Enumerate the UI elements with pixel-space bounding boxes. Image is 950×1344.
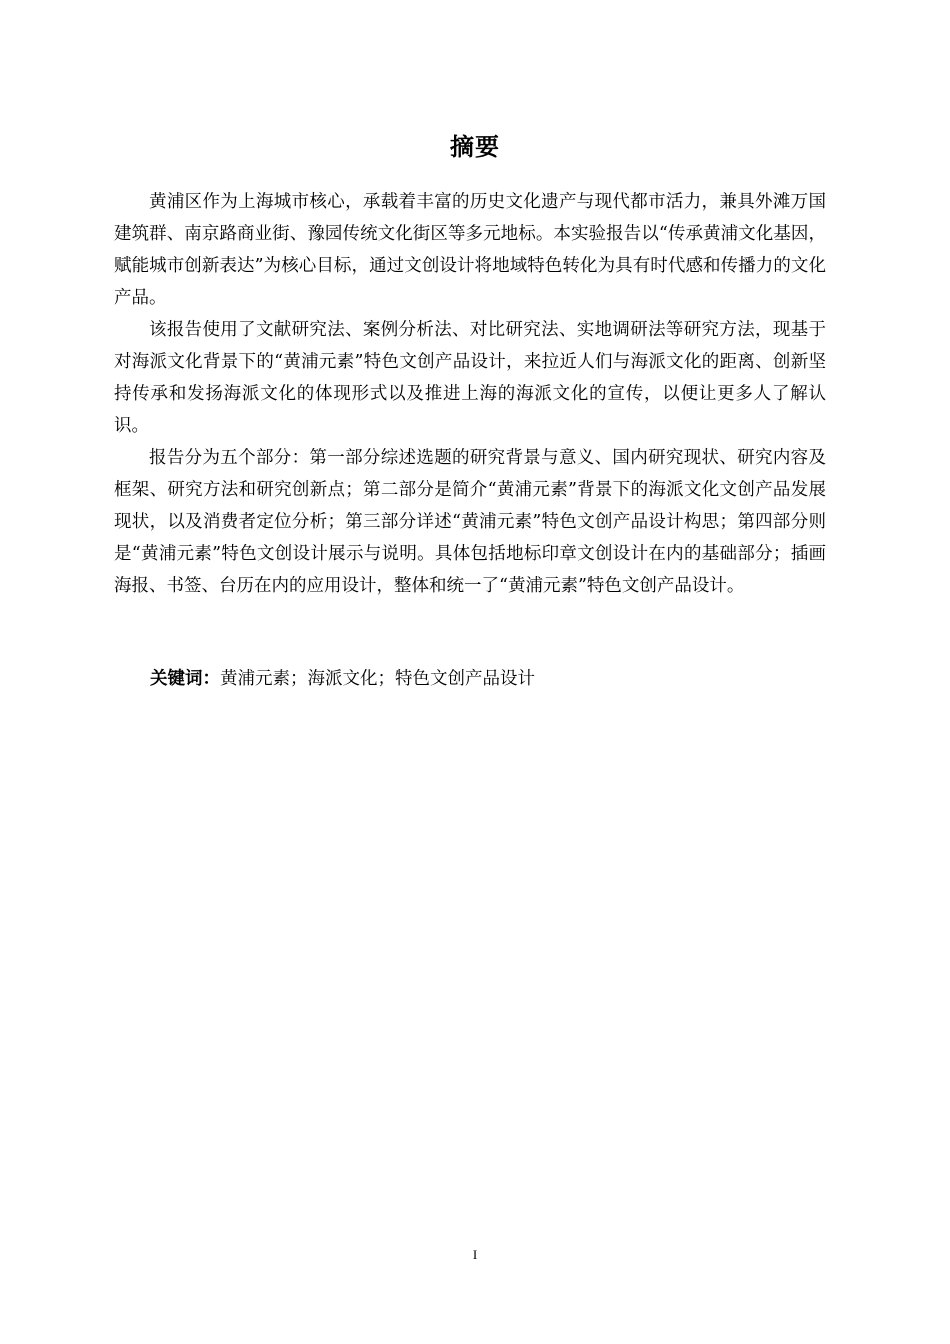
abstract-paragraph-2: 该报告使用了文献研究法、案例分析法、对比研究法、实地调研法等研究方法，现基于对海派文化背景下的“黄浦元素”特色文创产品设计，来拉近人们与海派文化的距离、创新坚持传承和发扬海派文化的体现形式以及推进上海的海派文化的宣传，以便让更多人了解认识。 xyxy=(114,320,826,436)
abstract-body xyxy=(114,186,826,602)
keywords-line xyxy=(150,663,826,695)
abstract-paragraph-3: 报告分为五个部分：第一部分综述选题的研究背景与意义、国内研究现状、研究内容及框架、研究方法和研究创新点；第二部分是简介“黄浦元素”背景下的海派文化文创产品发展现状，以及消费者定位分析；第三部分详述“黄浦元素”特色文创产品设计构思；第四部分则是“黄浦元素”特色文创设计展示与说明。具体包括地标印章文创设计在内的基础部分；插画海报、书签、台历在内的应用设计，整体和统一了“黄浦元素”特色文创产品设计。 xyxy=(114,448,826,596)
abstract-paragraph-1: 黄浦区作为上海城市核心，承载着丰富的历史文化遗产与现代都市活力，兼具外滩万国建筑群、南京路商业街、豫园传统文化街区等多元地标。本实验报告以“传承黄浦文化基因，赋能城市创新表达”为核心目标，通过文创设计将地域特色转化为具有时代感和传播力的文化产品。 xyxy=(114,192,826,308)
keywords-value: 黄浦元素；海派文化；特色文创产品设计 xyxy=(220,669,535,689)
page-number: I xyxy=(472,1247,478,1262)
abstract-title: 摘要 xyxy=(450,133,500,161)
keywords-label: 关键词： xyxy=(150,669,220,689)
